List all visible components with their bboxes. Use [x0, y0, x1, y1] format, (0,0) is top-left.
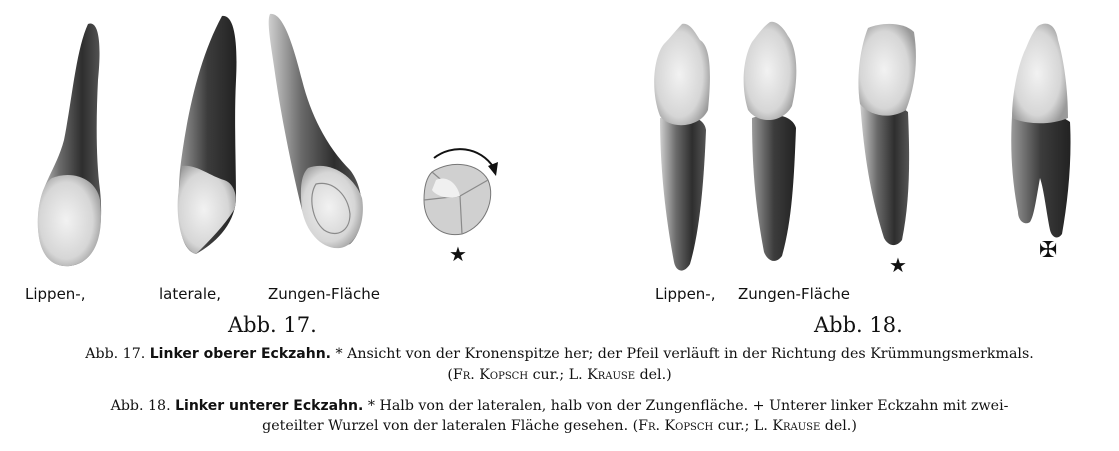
caption-fig18-bold: Linker unterer Eckzahn.	[175, 398, 364, 414]
fig18-label-labial: Lippen-,	[655, 285, 716, 303]
caption-fig18-line2	[0, 417, 1119, 436]
caption-fig18-author2: L. Krause	[753, 418, 821, 434]
caption-fig17-mid: cur.;	[528, 367, 569, 383]
fig18-title: Abb. 18.	[814, 313, 903, 337]
caption-fig17-open: (	[447, 367, 453, 383]
fig17-title: Abb. 17.	[228, 313, 317, 337]
fig17-label-labial: Lippen-,	[25, 285, 86, 303]
caption-fig18-prefix: Abb. 18.	[110, 398, 171, 414]
fig18-tooth-half-view	[858, 24, 916, 245]
caption-fig17-line2	[0, 366, 1119, 385]
caption-fig17-author1: Fr. Kopsch	[452, 367, 529, 383]
caption-fig17-text: * Ansicht von der Kronenspitze her; der Pfeil verläuft in der Richtung des Krümmungsmerkmals.	[335, 346, 1034, 362]
caption-fig17-line1	[0, 345, 1119, 364]
fig17-label-lateral: laterale,	[159, 285, 221, 303]
caption-fig18-line1	[0, 397, 1119, 416]
fig17-crown-tip-view	[424, 164, 491, 234]
fig18-illustrations	[620, 0, 1100, 280]
fig18-tooth-lingual	[744, 22, 797, 261]
caption-fig17-author2: L. Krause	[568, 367, 636, 383]
fig18-tooth-labial	[654, 24, 710, 271]
fig17-illustrations	[0, 0, 560, 280]
fig17-star-mark: ★	[449, 242, 467, 266]
caption-fig18-close: del.)	[820, 418, 857, 434]
fig17-tooth-lingual	[269, 14, 363, 248]
fig17-label-lingual: Zungen-Fläche	[268, 285, 380, 303]
arrowhead-icon	[488, 162, 498, 176]
fig18-tooth-bifurcated	[1011, 24, 1070, 238]
caption-fig18-author1: Fr. Kopsch	[638, 418, 714, 434]
caption-fig17-bold: Linker oberer Eckzahn.	[149, 346, 331, 362]
fig18-cross-mark: ✠	[1039, 238, 1058, 263]
fig18-star-mark: ★	[889, 253, 907, 277]
caption-fig17-prefix: Abb. 17.	[85, 346, 146, 362]
fig18-label-lingual: Zungen-Fläche	[738, 285, 850, 303]
fig17-tooth-lateral	[178, 16, 237, 254]
caption-fig18-line2a: geteilter Wurzel von der lateralen Fläche gesehen. (	[262, 418, 639, 434]
caption-fig18-mid: cur.;	[713, 418, 754, 434]
fig17-tooth-labial	[38, 23, 101, 266]
caption-fig17-close: del.)	[635, 367, 672, 383]
caption-fig18-text: * Halb von der lateralen, halb von der Zungenfläche. + Unterer linker Eckzahn mit zwei-	[367, 398, 1009, 414]
